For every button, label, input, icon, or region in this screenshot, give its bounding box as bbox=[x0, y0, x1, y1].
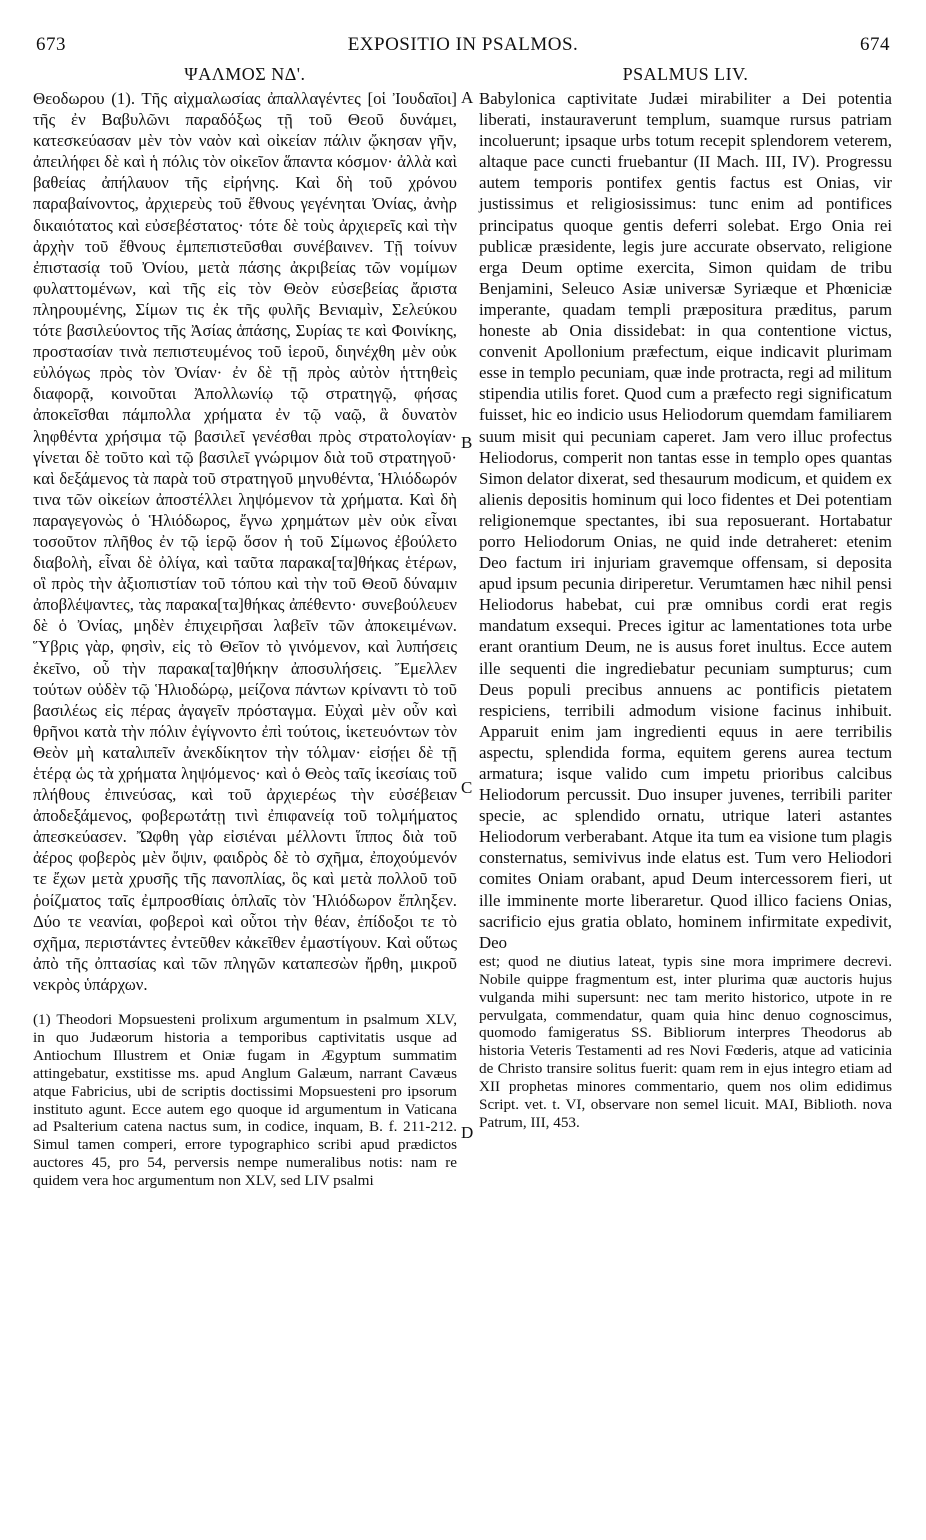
page-number-left: 673 bbox=[36, 34, 66, 55]
running-title: EXPOSITIO IN PSALMOS. bbox=[347, 34, 579, 55]
margin-letter-c: C bbox=[461, 778, 473, 797]
footnote-continuation: est; quod ne diutius lateat, typis sine mora imprimere decrevi. Nobile quippe fragmentum est, inter plurima quæ auctoris hujus vulganda mihi supersunt: nec tam merito historico, utpote in re pervulgata, commendatur, quam quia hinc denuo cognoscimus, quomodo famigeratus SS. Bibliorum interpres Theodorus ab historia Veteris Testamenti ad res Novi Fœderis, atque ad vaticinia de Christo transire solitus fuerit: quam rem in ejus integro etiam ad XII prophetas minores commentario, quem nos olim edidimus Script. vet. t. VI, observare non semel licuit. MAI, Biblioth. nova Patrum, III, 453. bbox=[479, 952, 892, 1131]
margin-letter-b: B bbox=[461, 433, 473, 452]
greek-body-text: Θεοδωρου (1). Τῆς αἰχμαλωσίας ἀπαλλαγέντες [οἱ Ἰουδαῖοι] τῆς ἐν Βαβυλῶνι παραδόξως τῇ τοῦ Θεοῦ δυνάμει, κατεσκεύασαν μὲν τὸν ναὸν καὶ οἰκείαν πάλιν ᾤκησαν γῆν, ἀπειλήφει δὲ καὶ ἡ πόλις τὸν οἰκεῖον ἅπαντα κόσμον· ἀλλὰ καὶ βαθείας ἀπήλαυον τῆς εἰρήνης. Καὶ δὴ τοῦ χρόνου παραβαίνοντος, ἀρχιερεὺς τοῦ ἔθνους γεγένηται Ὀνίας, ἀνὴρ δικαιότατος καὶ εὐσεβέστατος· τότε δὲ τοὺς ἀρχιερεῖς καὶ τὴν ἀρχὴν τοῦ ἔθνους ἐμπεπιστεῦσθαι συνέβαινεν. Τῇ τοίνυν ἐπιστασίᾳ τοῦ Ὀνίου, μετὰ πάσης ἀκριβείας τῶν νομίμων φυλαττομένων, καὶ τῆς εἰς τὸν Θεὸν εὐσεβείας ἄριστα πληρουμένης, Σίμων τις ἐκ τῆς φυλῆς Βενιαμὶν, Σελεύκου τότε βασιλεύοντος τῆς Ἀσίας ἁπάσης, Συρίας τε καὶ Φοινίκης, προστασίαν τινὰ πεπιστευμένος τοῦ ἱεροῦ, διηνέχθη μὲν οὐκ εὐλόγως πρὸς τὸν Ὀνίαν· ἐν δὲ τῇ πρὸς αὐτὸν ἡττηθεὶς διαφορᾷ, κοινοῦται Ἀπολλωνίῳ τῷ στρατηγῷ, φήσας ἀποκεῖσθαι πάμπολλα χρήματα ἐν τῷ ναῷ, ἃ δυνατὸν ληφθέντα χρήσιμα τῷ βασιλεῖ γενέσθαι πρὸς στρατολογίαν· γίνεται δὲ τοῦτο καὶ τῷ βασιλεῖ γνώριμον διὰ τοῦ στρατηγοῦ· καὶ δεξάμενος τὰ παρὰ τοῦ στρατηγοῦ μηνυθέντα, Ἡλιόδωρόν τινα τῶν οἰκείων ἀποστέλλει ληψόμενον τὰ χρήματα. Καὶ δὴ παραγεγονὼς ὁ Ἡλιόδωρος, ἔγνω χρημάτων μὲν οὐκ εἶναι τοσοῦτον πλῆθος ἐν τῷ ἱερῷ ὅσον ἡ τοῦ Σίμωνος ἐβούλετο διαβολὴ, εἶναι δὲ ὀλίγα, καὶ ταῦτα παρακα[τα]θήκας ἑτέρων, οἳ πρὸς τὴν ἀξιοπιστίαν τοῦ τόπου καὶ τὴν τοῦ Θεοῦ δύναμιν ἀποβλέψαντες, τὰς παρακα[τα]θήκας ἀπέθεντο· συνεβούλευεν δὲ ὁ Ὀνίας, μηδὲν ἐπιχειρῆσαι λαβεῖν τῶν ἀποκειμένων. Ὕβρις γὰρ, φησὶν, εἰς τὸ Θεῖον τὸ γινόμενον, καὶ λυπήσεις ἐκεῖνο, οὗ τὴν παρακα[τα]θήκην ἀποσυλήσεις. Ἔμελλεν τούτων οὐδὲν τῷ Ἡλιοδώρῳ, μείζονα πάντων κρίναντι τὸ τοῦ βασιλέως εἰς πέρας ἀγαγεῖν πρόσταγμα. Εὐχαὶ μὲν οὖν καὶ θρῆνοι κατὰ τὴν πόλιν ἐγίγνοντο ἐπὶ τούτοις, ἱκετευόντων τὸν Θεὸν μὴ καταλιπεῖν ἀνεκδίκητον τὴν τόλμαν· εἰσῄει δὲ τῇ ἑτέρᾳ ὡς τὰ χρήματα ληψόμενος· καὶ ὁ Θεὸς ταῖς ἱκεσίαις τοῦ πλήθους ἐπινεύσας, καὶ τοῦ ἀρχιερέως τὴν εὐσέβειαν ἀποδεξάμενος, φοβερωτάτῃ τινὶ ἐπιφανείᾳ τοῦ τολμήματος ἀπεσκεύασεν. Ὤφθη γὰρ εἰσιέναι μέλλοντι ἵππος διὰ τοῦ ἀέρος φοβερὸς μὲν ὄψιν, φαιδρὸς δὲ τὸ σχῆμα, ἐποχούμενόν τε ἔχων μετὰ χρυσῆς τῆς πανοπλίας, ὃς καὶ μετὰ πολλοῦ τοῦ ῥοίζματος ταῖς ἐμπροσθίαις ὁπλαῖς τὸν Ἡλιόδωρον ἔπληξεν. Δύο τε νεανίαι, φοβεροὶ καὶ οὗτοι τὴν θέαν, ἐπίδοξοι τε τὸ σχῆμα, περιστάντες ἐντεῦθεν κἀκεῖθεν ἐμαστίγουν. Καὶ οὕτως ἀπὸ τῆς ὀπτασίας καὶ τῶν πληγῶν καταπεσὼν ἤρθη, μικροῦ νεκρὸς ὑπάρχων. bbox=[33, 89, 457, 994]
page-number-right: 674 bbox=[860, 34, 890, 55]
margin-letter-d: D bbox=[461, 1123, 474, 1142]
greek-column bbox=[33, 62, 457, 1190]
latin-heading: PSALMUS LIV. bbox=[622, 64, 749, 84]
footnote-text: (1) Theodori Mopsuesteni prolixum argumentum in psalmum XLV, in quo Judæorum historia a temporibus captivitatis usque ad Antiochum Illustrem et Oniæ fugam in Ægyptum summatim attingebatur, exstitisse ms. apud Anglum Galæum, narrant Cavæus atque Fabricius, ubi de scriptis doctissimi Mopsuesteni pro ipsorum instituto agunt. Ecce autem ego quoque id argumentum in Vaticana ad Psalterium catena nactus sum, in codice, inquam, B. f. 211-212. Simul tamen comperi, errore typographico scribi apud prædictos auctores 45, pro 54, perversis nempe numeralibus notis: nam re quidem vera hoc argumentum non XLV, sed LIV psalmi bbox=[33, 1011, 457, 1190]
margin-letter-a: A bbox=[461, 88, 474, 107]
latin-column bbox=[479, 62, 892, 1132]
latin-body-text: Babylonica captivitate Judæi mirabiliter a Dei potentia liberati, instauraverunt templum, suamque rursus patriam incoluerunt; ipsaque urbs totum recepit splendorem veterem, altaque pace cuncti fruebantur (II Mach. III, IV). Progressu autem temporis pontifex gentis factus est Onias, vir justissimus et religiosissimus: tunc enim ad pontifices principatus quoque gentis deferri solebat. Ergo Onia rei publicæ præsidente, legis jure accurate observato, religione erga Deum optime exercita, Simon quidam de tribu Benjamini, Seleuco Asiæ universæ Syriæque et Phœniciæ imperante, quadam templi præpositura præditus, parum honeste ab Onia dissidebat: in qua contentione victus, convenit Apollonium præfectum, eique indicavit plurimam esse in templo pecuniam, quæ inde protracta, regi ad militum stipendia utilis foret. Quod cum a præfecto regi significatum fuisset, hic eo indicio usus Heliodorum quemdam familiarem suum misit qui pecuniam caperet. Jam vero illuc profectus Heliodorus, comperit non tantas esse in templo opes quantas Simon delator dixerat, sed thesaurum modicum, et quidem ex alienis depositis hominum qui loco fidentes et Dei potentiam religionemque spectantes, ibi sua reposuerant. Hortabatur porro Heliodorum Onias, ne quid inde detraheret: etenim Deo factum iri injuriam gravemque offensam, si deposita apud ipsum pecunia diriperetur. Verumtamen hæc nihil pensi Heliodorus habebat, cui præ omnibus cordi erat regis mandatum exsequi. Preces igitur ac lamentationes tota urbe erant orantium Deum, ne is ausus foret inultus. Ecce autem ille sequenti die ingrediebatur pecuniam sumpturus; cum Deus populi precibus annuens ac pontificis pietatem respiciens, terribili admodum visione facinus inhibuit. Apparuit enim jam ingredienti equus in aere terribilis aspectu, splendida forma, equitem gerens aurea tectum armatura; isque valido cum impetu prioribus calcibus Heliodorum percussit. Duo insuper juvenes, terribili pariter specie, ac splendido ornatu, utrique lateri astantes Heliodorum verberabant. Atque ita tum ea visione tum plagis consternatus, semivivus inde elatus est. Tum vero Heliodori comites Oniam orabant, apud Deum intercessorem fieri, ut ille imminente morte liberaretur. Quod illico faciens Onias, sacrificio ejus gratia oblato, hominem infirmitate expedivit, Deo bbox=[479, 89, 892, 952]
running-head bbox=[36, 34, 890, 58]
greek-heading: ΨΑΛΜΟΣ ΝΔ'. bbox=[184, 64, 306, 84]
